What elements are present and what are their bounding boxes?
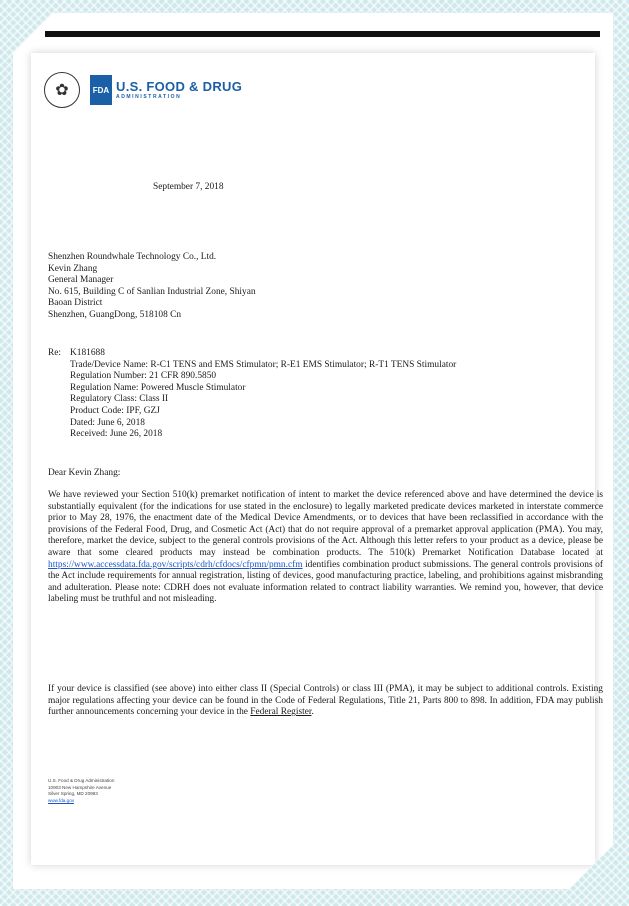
- re-detail: Product Code: IPF, GZJ: [70, 405, 160, 416]
- premarket-database-link[interactable]: https://www.accessdata.fda.gov/scripts/cdrh/cfdocs/cfpmn/pmn.cfm: [48, 559, 303, 570]
- paragraph-text: We have reviewed your Section 510(k) premarket notification of intent to market the device referenced above and have determined the device is substantially equivalent (for the indications for use stated in the enclosure) to legally marketed predicate devices marketed in interstate commerce prior to May 28, 1976, the enactment date of the Medical Device Amendments, or to devices that have been reclassified in accordance with the provisions of the Federal Food, Drug, and Cosmetic Act (Act) that do not require approval of a premarket approval application (PMA). You may, therefore, market the device, subject to the general controls provisions of the Act. Although this letter refers to your product as a device, please be aware that some cleared products may instead be combination products. The 510(k) Premarket Notification Database located at: [48, 490, 603, 558]
- address-line: Baoan District: [48, 298, 103, 309]
- document-frame: [13, 13, 613, 889]
- address-line: No. 615, Building C of Sanlian Industrial Zone, Shiyan: [48, 286, 256, 297]
- fda-logo: [44, 70, 242, 110]
- agency-footer: [48, 778, 114, 804]
- paragraph-text: If your device is classified (see above) into either class II (Special Controls) or class III (PMA), it may be subject to additional controls. Existing major regulations affecting your device can be found in the Code of Federal Regulations, Title 21, Parts 800 to 898. In addition, FDA may publish further announcements concerning your device in the: [48, 684, 603, 718]
- letter-date: September 7, 2018: [153, 182, 224, 192]
- federal-register-link[interactable]: Federal Register: [250, 707, 312, 718]
- re-detail: Regulation Name: Powered Muscle Stimulator: [70, 382, 246, 393]
- agency-wordmark: [116, 80, 242, 101]
- footer-line: U.S. Food & Drug Administration: [48, 778, 115, 783]
- re-detail: Trade/Device Name: R-C1 TENS and EMS Stimulator; R-E1 EMS Stimulator; R-T1 TENS Stimulator: [70, 359, 457, 370]
- paragraph-text: .: [311, 707, 314, 718]
- letter-page: [31, 53, 595, 865]
- re-detail: Dated: June 6, 2018: [70, 417, 145, 428]
- recipient-address: [48, 252, 603, 322]
- hhs-eagle-icon: ✿: [44, 72, 80, 108]
- re-label: Re:: [48, 348, 62, 358]
- footer-line: Silver Spring, MD 20993: [48, 791, 98, 797]
- re-number: K181688: [70, 348, 105, 358]
- address-line: Shenzhen, GuangDong, 518108 Cn: [48, 309, 182, 320]
- re-block: [48, 348, 603, 441]
- agency-subtitle: ADMINISTRATION: [116, 93, 182, 100]
- address-line: Kevin Zhang: [48, 263, 98, 274]
- re-detail: Received: June 26, 2018: [70, 429, 163, 440]
- footer-website-link[interactable]: www.fda.gov: [48, 797, 75, 803]
- body-paragraph-1: [48, 490, 603, 606]
- body-paragraph-2: [48, 684, 603, 719]
- top-bar: [45, 31, 600, 37]
- re-number-line: [48, 348, 603, 360]
- footer-line: 10903 New Hampshire Avenue: [48, 784, 112, 790]
- fda-mark: FDA: [90, 75, 112, 105]
- paragraph-text: identifies combination product submissions. The general controls provisions of the Act include requirements for annual registration, listing of devices, good manufacturing practice, labeling, and prohibitions against misbranding and adulteration. Please note: CDRH does not evaluate information related to contract liability warranties. We remind you, however, that device labeling must be truthful and not misleading.: [48, 559, 603, 605]
- re-detail: Regulatory Class: Class II: [70, 394, 169, 405]
- re-detail: Regulation Number: 21 CFR 890.5850: [70, 371, 217, 382]
- address-line: General Manager: [48, 275, 114, 286]
- salutation: Dear Kevin Zhang:: [48, 468, 121, 478]
- agency-name: U.S. FOOD & DRUG: [116, 78, 243, 94]
- address-line: Shenzhen Roundwhale Technology Co., Ltd.: [48, 252, 217, 262]
